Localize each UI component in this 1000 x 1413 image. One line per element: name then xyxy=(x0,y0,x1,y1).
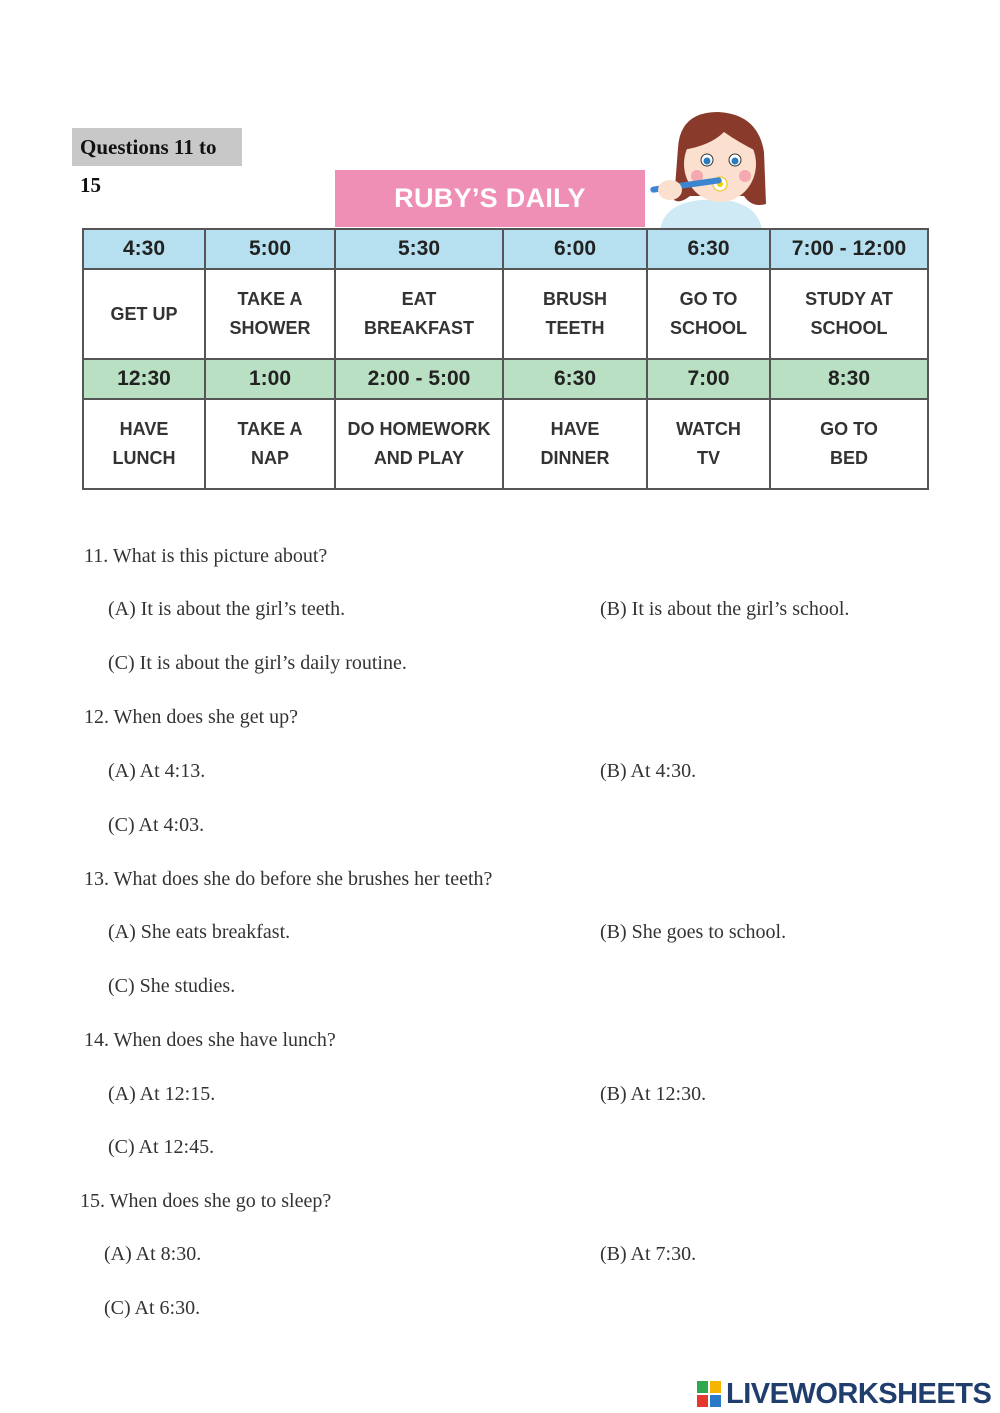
question-13-option-b[interactable]: (B) She goes to school. xyxy=(600,921,787,943)
activity-cell: TAKE A SHOWER xyxy=(205,269,335,359)
activity-cell: TAKE A NAP xyxy=(205,399,335,489)
activity-cell: GO TO SCHOOL xyxy=(647,269,770,359)
watermark-text: LIVEWORKSHEETS xyxy=(726,1377,992,1410)
time-cell: 2:00 - 5:00 xyxy=(335,359,503,399)
time-cell: 12:30 xyxy=(83,359,205,399)
activity-cell: STUDY AT SCHOOL xyxy=(770,269,928,359)
morning-times-row xyxy=(83,229,928,269)
activity-cell: HAVE DINNER xyxy=(503,399,647,489)
question-12-option-a[interactable]: (A) At 4:13. xyxy=(108,760,206,782)
question-14: 14. When does she have lunch? xyxy=(84,1029,336,1051)
morning-activities-row xyxy=(83,269,928,359)
question-11-option-c[interactable]: (C) It is about the girl’s daily routine. xyxy=(108,652,407,674)
time-cell: 1:00 xyxy=(205,359,335,399)
daily-routine-table xyxy=(82,228,929,490)
question-15-option-b[interactable]: (B) At 7:30. xyxy=(600,1243,697,1265)
question-15: 15. When does she go to sleep? xyxy=(80,1190,332,1212)
question-14-option-b[interactable]: (B) At 12:30. xyxy=(600,1083,707,1105)
question-14-option-a[interactable]: (A) At 12:15. xyxy=(108,1083,216,1105)
afternoon-activities-row xyxy=(83,399,928,489)
afternoon-times-row xyxy=(83,359,928,399)
activity-cell: WATCH TV xyxy=(647,399,770,489)
question-12: 12. When does she get up? xyxy=(84,706,299,728)
time-cell: 6:00 xyxy=(503,229,647,269)
liveworksheets-watermark xyxy=(696,1377,991,1411)
question-13: 13. What does she do before she brushes her teeth? xyxy=(84,868,493,890)
activity-cell: GET UP xyxy=(83,269,205,359)
question-11-option-a[interactable]: (A) It is about the girl’s teeth. xyxy=(108,598,346,620)
question-13-option-a[interactable]: (A) She eats breakfast. xyxy=(108,921,291,943)
time-cell: 5:30 xyxy=(335,229,503,269)
activity-cell: EAT BREAKFAST xyxy=(335,269,503,359)
time-cell: 6:30 xyxy=(503,359,647,399)
activity-cell: HAVE LUNCH xyxy=(83,399,205,489)
question-11: 11. What is this picture about? xyxy=(84,545,328,567)
routine-title-banner: RUBY’S DAILY xyxy=(335,170,645,227)
time-cell: 7:00 - 12:00 xyxy=(770,229,928,269)
question-12-option-c[interactable]: (C) At 4:03. xyxy=(108,814,205,836)
question-15-option-a[interactable]: (A) At 8:30. xyxy=(104,1243,202,1265)
question-14-option-c[interactable]: (C) At 12:45. xyxy=(108,1136,215,1158)
question-11-option-b[interactable]: (B) It is about the girl’s school. xyxy=(600,598,850,620)
question-15-option-c[interactable]: (C) At 6:30. xyxy=(104,1297,201,1319)
activity-cell: DO HOMEWORK AND PLAY xyxy=(335,399,503,489)
time-cell: 8:30 xyxy=(770,359,928,399)
question-12-option-b[interactable]: (B) At 4:30. xyxy=(600,760,697,782)
time-cell: 5:00 xyxy=(205,229,335,269)
time-cell: 7:00 xyxy=(647,359,770,399)
time-cell: 4:30 xyxy=(83,229,205,269)
question-13-option-c[interactable]: (C) She studies. xyxy=(108,975,236,997)
time-cell: 6:30 xyxy=(647,229,770,269)
activity-cell: GO TO BED xyxy=(770,399,928,489)
section-heading: Questions 11 to 15 xyxy=(72,128,242,166)
liveworksheets-logo-icon xyxy=(696,1380,722,1408)
girl-brushing-teeth-illustration xyxy=(640,108,780,230)
activity-cell: BRUSH TEETH xyxy=(503,269,647,359)
